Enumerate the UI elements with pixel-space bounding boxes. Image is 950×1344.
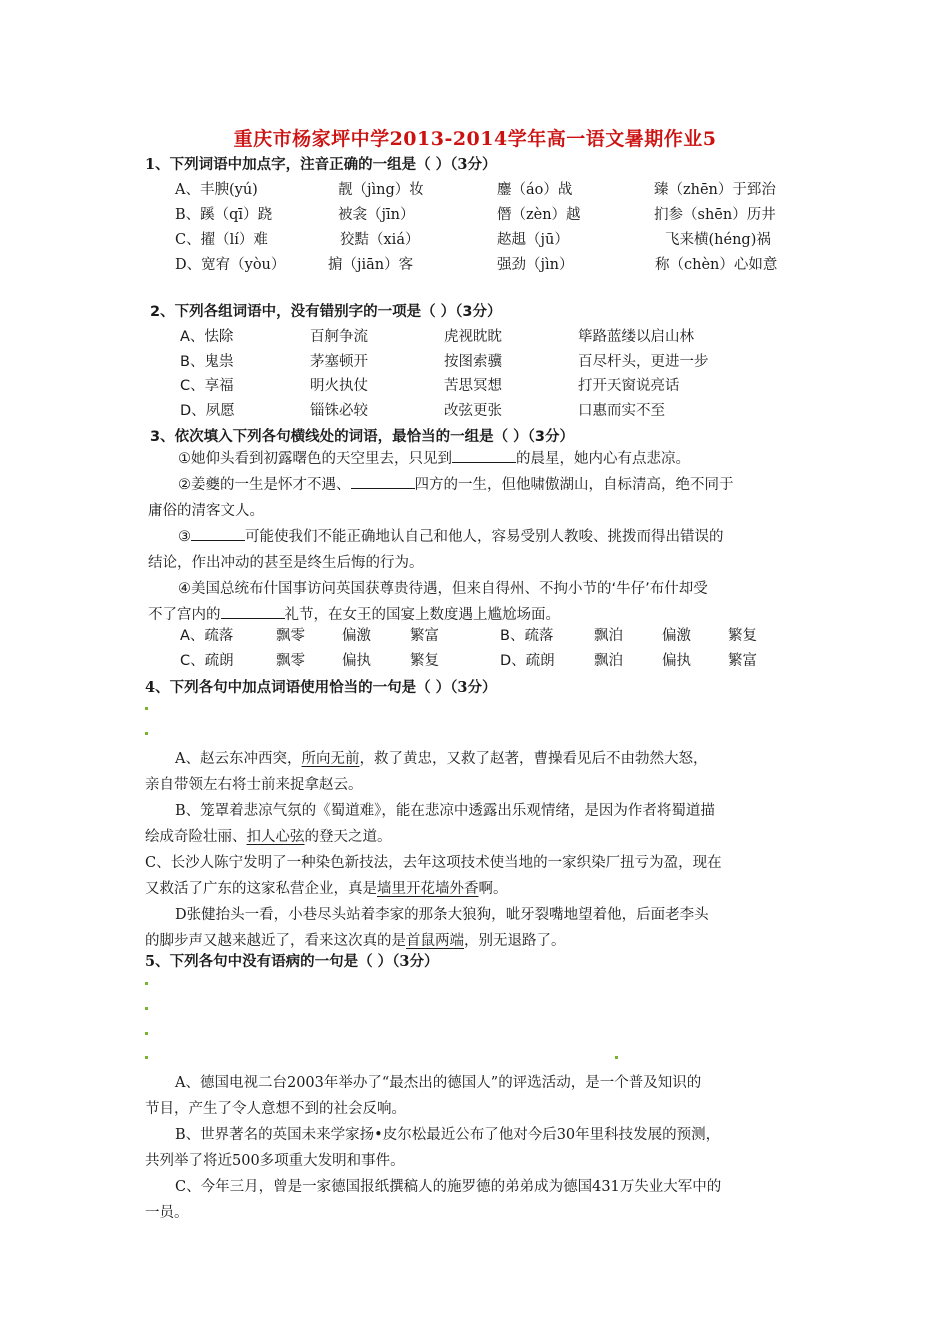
q3-option-cell: 飘零	[276, 628, 305, 644]
q2-option-cell: C、享福	[180, 378, 234, 394]
q1-option-cell: 掮（jiān）客	[328, 257, 414, 273]
text-segment: 四方的一生，但他啸傲湖山，自标清高，绝不同于	[414, 477, 734, 493]
text-segment: ①她仰头看到初露曙色的天空里去，只见到	[178, 451, 452, 467]
q2-option-cell: 锱铢必较	[310, 403, 368, 419]
q1-option-cell: 趑趄（jū）	[497, 232, 569, 248]
q5-option-c-cont: 一员。	[145, 1205, 189, 1221]
q1-option-cell: 强劲（jìn）	[497, 257, 574, 273]
q1-option-row-b	[0, 203, 950, 225]
q1-option-cell: D、宽宥（yòu）	[175, 257, 286, 273]
question-2-stem: 2、下列各组词语中，没有错别字的一项是（ ）（3分）	[150, 304, 502, 320]
q2-option-cell: 虎视眈眈	[444, 329, 502, 345]
q1-option-cell: 称（chèn）心如意	[655, 257, 778, 273]
q3-option-cell: B、疏落	[500, 628, 554, 644]
q3-sentence-1	[148, 446, 813, 472]
underlined-phrase: 首鼠两端	[406, 933, 464, 949]
q2-option-cell: 百舸争流	[310, 329, 368, 345]
q4-option-c-cont	[145, 876, 810, 902]
q2-option-cell: B、鬼祟	[180, 354, 234, 370]
q2-option-cell: 苦思冥想	[444, 378, 502, 394]
q5-option-b: B、世界著名的英国未来学家扬•皮尔松最近公布了他对今后30年里科技发展的预测，	[175, 1127, 721, 1143]
question-3-stem: 3、依次填入下列各句横线处的词语，最恰当的一组是（ ）（3分）	[150, 429, 574, 445]
q5-option-a-cont: 节目，产生了令人意想不到的社会反响。	[145, 1101, 406, 1117]
q3-option-cell: C、疏朗	[180, 653, 234, 669]
q3-option-cell: 飘泊	[594, 653, 623, 669]
q2-option-cell: 按图索骥	[444, 354, 502, 370]
q4-option-a-cont: 亲自带领左右将士前来捉拿赵云。	[145, 777, 363, 793]
q3-option-cell: 偏激	[662, 628, 691, 644]
q1-option-cell: C、擢（lí）难	[175, 232, 268, 248]
q3-sentence-3-cont: 结论，作出冲动的甚至是终生后悔的行为。	[148, 555, 424, 571]
q3-option-row-cd	[0, 649, 950, 671]
q5-option-a: A、德国电视二台2003年举办了“最杰出的德国人”的评选活动，是一个普及知识的	[175, 1075, 702, 1091]
text-segment: 的晨星，她内心有点悲凉。	[516, 451, 690, 467]
text-segment: 啊。	[478, 881, 508, 897]
q1-option-cell: 狡黠（xiá）	[340, 232, 420, 248]
text-segment: 不了宫内的	[148, 607, 221, 623]
q2-option-cell: 明火执仗	[310, 378, 368, 394]
q1-option-cell: 靓（jìng）妆	[338, 182, 424, 198]
q2-option-cell: 改弦更张	[444, 403, 502, 419]
q3-option-cell: 飘零	[276, 653, 305, 669]
q4-option-b: B、笼罩着悲凉气氛的《蜀道难》，能在悲凉中透露出乐观情绪，是因为作者将蜀道描	[175, 803, 715, 819]
q5-option-c: C、今年三月，曾是一家德国报纸撰稿人的施罗德的弟弟成为德国431万失业大军中的	[175, 1179, 722, 1195]
text-segment: ，救了黄忠，又救了赵著，曹操看见后不由勃然大怒，	[359, 751, 708, 767]
q2-option-cell: 茅塞顿开	[310, 354, 368, 370]
text-segment: 绘成奇险壮丽、	[145, 829, 247, 845]
q2-option-cell: A、怯除	[180, 329, 234, 345]
q1-option-cell: A、丰腴(yú)	[175, 182, 258, 198]
q1-option-cell: 僭（zèn）越	[497, 207, 581, 223]
marker-dot	[145, 1007, 148, 1010]
q3-option-cell: 偏执	[662, 653, 691, 669]
q3-sentence-3	[148, 524, 813, 550]
fill-blank	[191, 528, 245, 541]
q1-option-cell: B、蹊（qī）跷	[175, 207, 273, 223]
marker-dot	[145, 707, 148, 710]
q4-option-b-cont	[145, 824, 810, 850]
q3-option-row-ab	[0, 624, 950, 646]
q3-sentence-2-cont: 庸俗的清客文人。	[148, 503, 264, 519]
text-segment: A、赵云东冲西突，	[175, 751, 302, 767]
q5-options	[145, 1070, 810, 1226]
q1-option-cell: 被衾（jīn）	[338, 207, 415, 223]
q4-option-d: D张健抬头一看，小巷尽头站着李家的那条大狼狗，呲牙裂嘴地望着他，后面老李头	[175, 907, 709, 923]
q2-option-cell: 百尽杆头，更进一步	[578, 354, 709, 370]
q1-option-row-d	[0, 253, 950, 275]
q2-option-row-b	[0, 350, 950, 372]
text-segment: ，别无退路了。	[464, 933, 566, 949]
text-segment: 又救活了广东的这家私营企业，真是	[145, 881, 377, 897]
q3-option-cell: 飘泊	[594, 628, 623, 644]
fill-blank	[351, 476, 415, 489]
q2-option-cell: 打开天窗说亮话	[578, 378, 680, 394]
underlined-phrase: 墙里开花墙外香	[377, 881, 479, 897]
text-segment: 可能使我们不能正确地认自己和他人，容易受别人教唆、挑拨而得出错误的	[245, 529, 724, 545]
page-title: 重庆市杨家坪中学2013-2014学年高一语文暑期作业5	[233, 128, 717, 150]
q1-option-row-a	[0, 178, 950, 200]
question-4-stem: 4、下列各句中加点词语使用恰当的一句是（ ）（3分）	[145, 679, 497, 696]
question-5-stem: 5、下列各句中没有语病的一句是（ ）（3分）	[145, 953, 439, 970]
q2-option-cell: 筚路蓝缕以启山林	[578, 329, 694, 345]
q3-option-cell: D、疏朗	[500, 653, 555, 669]
text-segment: 的登天之道。	[304, 829, 392, 845]
underlined-phrase: 所向无前	[301, 751, 360, 767]
q3-option-cell: 繁复	[728, 628, 757, 644]
q3-sentences	[148, 446, 813, 628]
q3-option-cell: 偏执	[342, 653, 371, 669]
q3-option-cell: 繁富	[410, 628, 439, 644]
q1-option-row-c	[0, 228, 950, 250]
q2-option-row-c	[0, 374, 950, 396]
q1-option-cell: 飞来横(héng)祸	[665, 232, 771, 248]
text-segment: ③	[178, 529, 191, 545]
q1-option-cell: 臻（zhēn）于郅治	[654, 182, 776, 198]
marker-dot	[145, 1056, 148, 1059]
q3-option-cell: 繁复	[410, 653, 439, 669]
q3-option-cell: A、疏落	[180, 628, 234, 644]
q3-option-cell: 偏激	[342, 628, 371, 644]
q1-option-cell: 扪参（shēn）历井	[654, 207, 776, 223]
q4-option-c: C、长沙人陈宁发明了一种染色新技法，去年这项技术使当地的一家织染厂扭亏为盈，现在	[145, 855, 722, 871]
q2-option-cell: D、夙愿	[180, 403, 235, 419]
marker-dot	[145, 1032, 148, 1035]
text-segment: 礼节，在女王的国宴上数度遇上尴尬场面。	[284, 607, 560, 623]
marker-dot	[145, 982, 148, 985]
fill-blank	[452, 450, 516, 463]
fill-blank	[221, 606, 285, 619]
q3-option-cell: 繁富	[728, 653, 757, 669]
q2-option-row-a	[0, 325, 950, 347]
q4-option-a	[145, 746, 810, 772]
question-1-stem: 1、下列词语中加点字，注音正确的一组是（ ）（3分）	[145, 156, 497, 173]
q3-sentence-2	[148, 472, 813, 498]
marker-dot	[615, 1056, 618, 1059]
q4-options	[145, 746, 810, 954]
text-segment: ②姜夔的一生是怀才不遇、	[178, 477, 351, 493]
q2-option-cell: 口惠而实不至	[578, 403, 665, 419]
text-segment: 的脚步声又越来越近了，看来这次真的是	[145, 933, 406, 949]
q1-option-cell: 鏖（áo）战	[497, 182, 573, 198]
q2-option-row-d	[0, 399, 950, 421]
underlined-phrase: 扣人心弦	[246, 829, 305, 845]
q3-sentence-4: ④美国总统布什国事访问英国获尊贵待遇，但来自得州、不拘小节的‘牛仔’布什却受	[178, 581, 708, 597]
q5-option-b-cont: 共列举了将近500多项重大发明和事件。	[145, 1153, 405, 1169]
marker-dot	[145, 732, 148, 735]
